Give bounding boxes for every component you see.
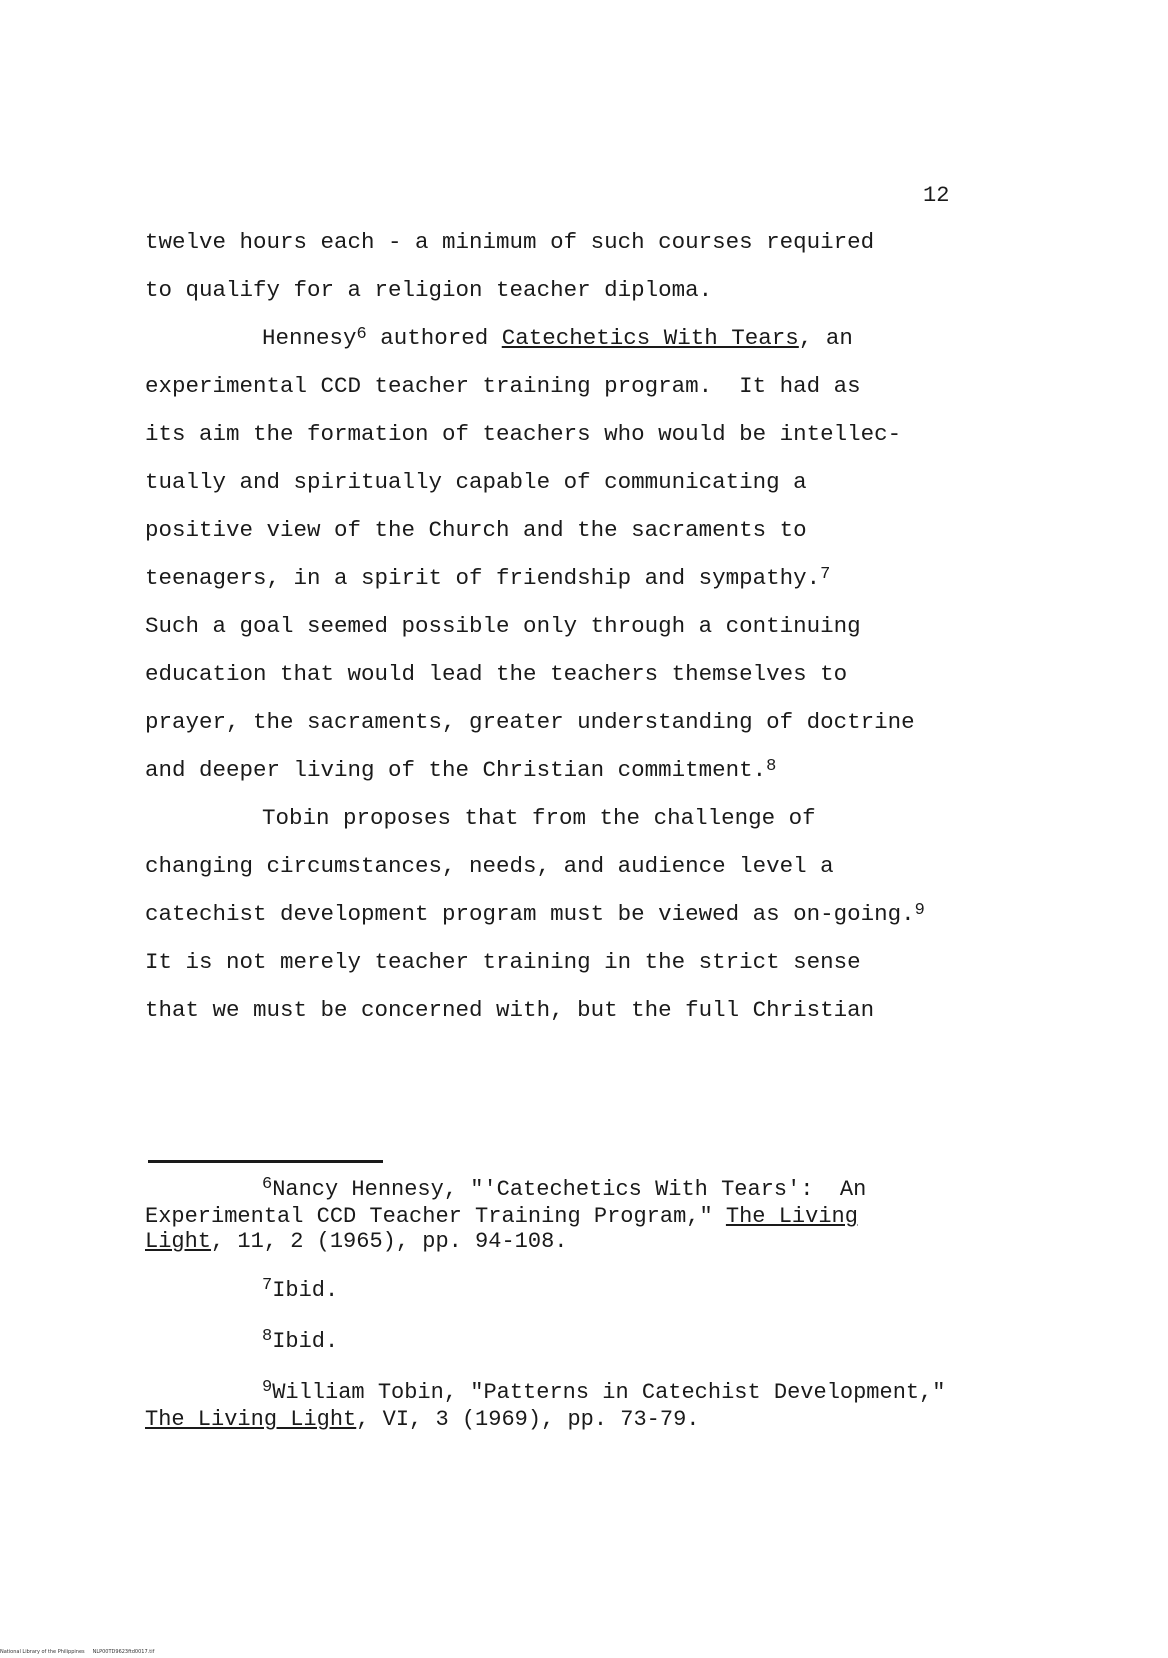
body-line: education that would lead the teachers themselves to xyxy=(145,661,848,687)
body-text-span: and deeper living of the Christian commitment. xyxy=(145,757,767,783)
footnote-marker: 6 xyxy=(262,1175,273,1194)
body-line: that we must be concerned with, but the full Christian xyxy=(145,997,875,1023)
body-text xyxy=(145,218,1045,1034)
body-line: Such a goal seemed possible only through a continuing xyxy=(145,613,861,639)
footnote-text: William Tobin, "Patterns in Catechist Development," xyxy=(272,1380,946,1405)
book-title: Catechetics With Tears xyxy=(501,325,799,351)
body-text-span: authored xyxy=(366,325,502,351)
footnote-marker: 7 xyxy=(262,1276,273,1295)
body-line: changing circumstances, needs, and audience level a xyxy=(145,853,834,879)
footnote-ref: 9 xyxy=(914,901,925,920)
footnote-text: , VI, 3 (1969), pp. 73-79. xyxy=(356,1407,700,1432)
footnote-ref: 7 xyxy=(820,565,831,584)
body-line: tually and spiritually capable of communicating a xyxy=(145,469,807,495)
body-text-span: catechist development program must be viewed as on-going. xyxy=(145,901,915,927)
footnote-ref: 6 xyxy=(356,325,367,344)
footnote-rule xyxy=(148,1160,383,1163)
footnote-ref: 8 xyxy=(766,757,777,776)
scan-footer: National Library of the Philippines NLP00TD9623ftd0017.tif xyxy=(0,1649,155,1655)
footnote-text: Ibid. xyxy=(272,1278,339,1303)
body-text-span: teenagers, in a spirit of friendship and sympathy. xyxy=(145,565,821,591)
body-line: twelve hours each - a minimum of such courses required xyxy=(145,229,875,255)
footnote-text: Nancy Hennesy, "'Catechetics With Tears': An xyxy=(272,1177,867,1202)
journal-title: Light xyxy=(145,1229,212,1254)
footnote-marker: 9 xyxy=(262,1378,273,1397)
footnote-9 xyxy=(145,1380,1045,1432)
footnote-text: Experimental CCD Teacher Training Program," xyxy=(145,1204,726,1229)
body-line: prayer, the sacraments, greater understanding of doctrine xyxy=(145,709,915,735)
footnote-text: , 11, 2 (1965), pp. 94-108. xyxy=(211,1229,568,1254)
journal-title: The Living Light xyxy=(145,1407,357,1432)
footnote-text: Ibid. xyxy=(272,1329,339,1354)
body-line: to qualify for a religion teacher diploma. xyxy=(145,277,713,303)
footnote-marker: 8 xyxy=(262,1327,273,1346)
body-line: its aim the formation of teachers who would be intellec- xyxy=(145,421,902,447)
footnotes xyxy=(145,1177,1045,1432)
body-line xyxy=(145,554,1045,602)
author-name: Hennesy xyxy=(262,325,357,351)
body-line: It is not merely teacher training in the strict sense xyxy=(145,949,861,975)
body-text-span: , an xyxy=(798,325,853,351)
footnote-6 xyxy=(145,1177,1045,1254)
body-line: experimental CCD teacher training program. It had as xyxy=(145,373,861,399)
body-line: positive view of the Church and the sacraments to xyxy=(145,517,807,543)
footnote-8 xyxy=(145,1329,1045,1356)
body-line xyxy=(145,890,1045,938)
footnote-7 xyxy=(145,1278,1045,1305)
page-number: 12 xyxy=(923,183,950,208)
body-line xyxy=(145,314,1045,362)
body-line: Tobin proposes that from the challenge of xyxy=(262,805,816,831)
body-line xyxy=(145,746,1045,794)
journal-title: The Living xyxy=(725,1204,858,1229)
